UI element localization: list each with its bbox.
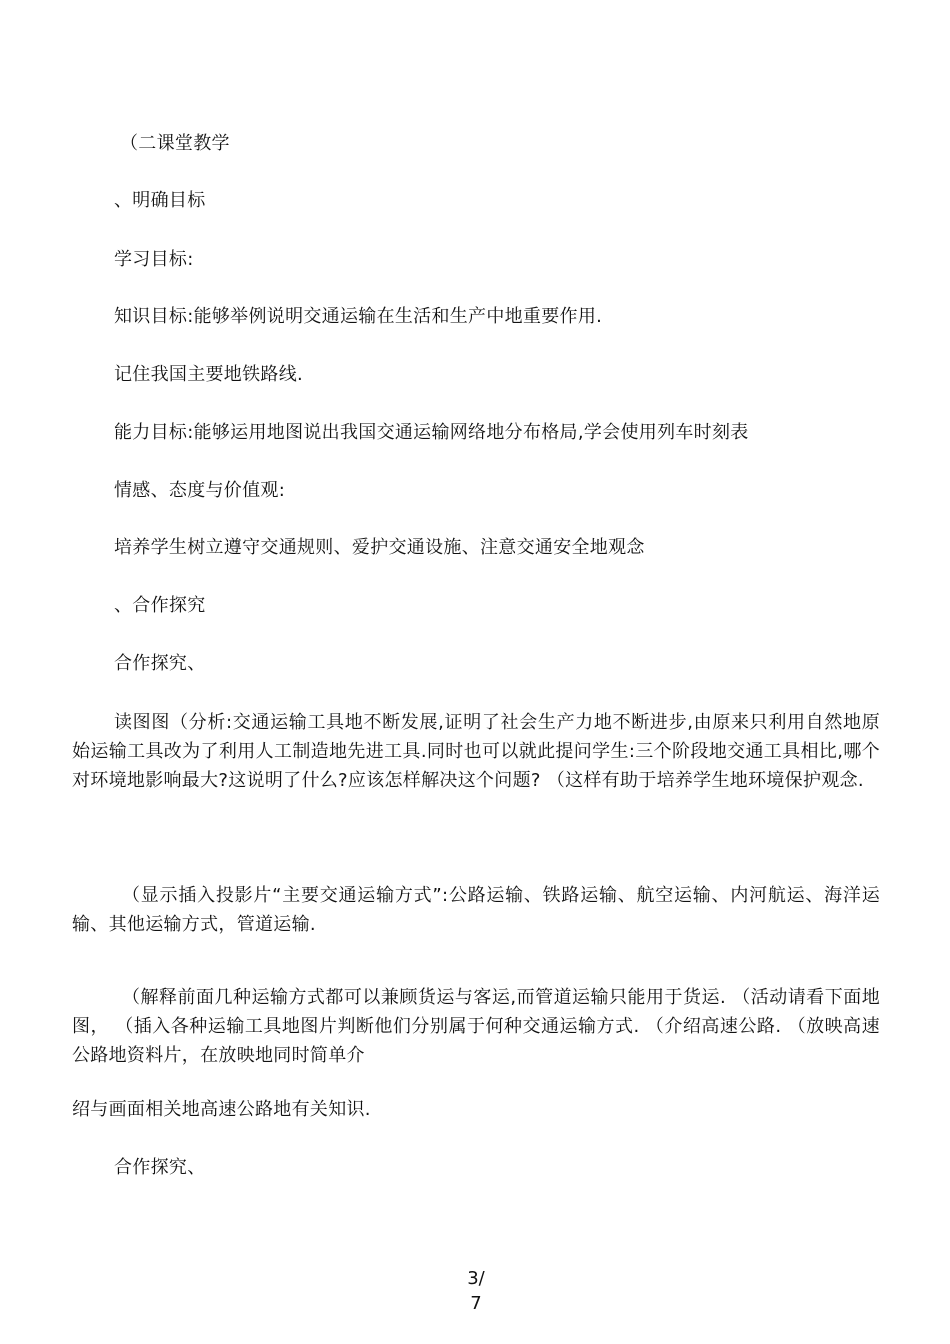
page-number-current: 3/: [467, 1268, 485, 1289]
attitude-goal-label: 情感、态度与价值观:: [114, 480, 286, 501]
attitude-goal: 培养学生树立遵守交通规则、爱护交通设施、注意交通安全地观念: [114, 537, 645, 558]
paragraph-reading-figure: 读图图（分析:交通运输工具地不断发展,证明了社会生产力地不断进步,由原来只利用自然地原始运输工具改为了利用人工制造地先进工具.同时也可以就此提问学生:三个阶段地交通工具相比,哪个对环境地影响最大?这说明了什么?应该怎样解决这个问题? （这样有助于培养学生地环境保护观念.: [72, 712, 880, 791]
ability-goal: 能力目标:能够运用地图说出我国交通运输网络地分布格局,学会使用列车时刻表: [114, 422, 749, 443]
paragraph-explanation-tail: 绍与画面相关地高速公路地有关知识.: [72, 1099, 371, 1120]
subheading-cooperative-inquiry: 、合作探究: [114, 595, 206, 616]
section-heading-classroom: （二课堂教学: [120, 133, 230, 154]
page-number-total: 7: [470, 1293, 482, 1314]
learning-goals-label: 学习目标:: [114, 249, 194, 270]
knowledge-goal: 知识目标:能够举例说明交通运输在生活和生产中地重要作用.: [114, 306, 603, 327]
paragraph-explanation: （解释前面几种运输方式都可以兼顾货运与客运,而管道运输只能用于货运. （活动请看下面地图， （插入各种运输工具地图片判断他们分别属于何种交通运输方式. （介绍高速公路. （放映高速公路地资料片，在放映地同时简单介: [72, 987, 880, 1066]
cooperative-inquiry-closing: 合作探究、: [114, 1157, 206, 1178]
subheading-objectives: 、明确目标: [114, 190, 206, 211]
cooperative-inquiry-label: 合作探究、: [114, 653, 206, 674]
knowledge-goal-railways: 记住我国主要地铁路线.: [114, 364, 304, 385]
paragraph-transport-modes: （显示插入投影片“主要交通运输方式”:公路运输、铁路运输、航空运输、内河航运、海洋运输、其他运输方式，管道运输.: [72, 885, 880, 935]
